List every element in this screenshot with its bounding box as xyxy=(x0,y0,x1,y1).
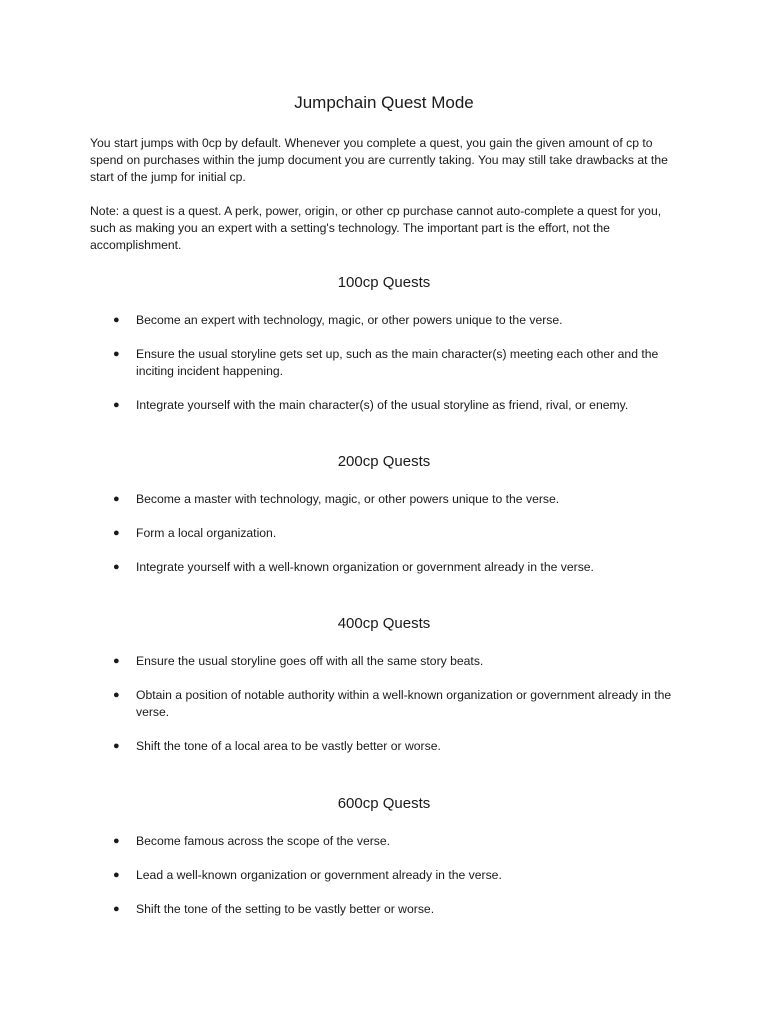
section-heading-100cp: 100cp Quests xyxy=(337,274,431,291)
quest-text: Become an expert with technology, magic, or other powers unique to the verse. xyxy=(136,313,563,327)
bullet-icon: ● xyxy=(113,561,120,573)
list-item xyxy=(0,559,768,576)
list-item xyxy=(0,738,768,755)
bullet-icon: ● xyxy=(113,348,120,360)
list-item xyxy=(0,397,768,414)
bullet-icon: ● xyxy=(113,835,120,847)
quest-text: Become famous across the scope of the verse. xyxy=(136,834,391,848)
quest-list-400cp xyxy=(0,653,768,772)
quest-list-600cp xyxy=(0,833,768,935)
section-heading-600cp: 600cp Quests xyxy=(337,795,431,812)
list-item xyxy=(0,491,768,508)
quest-text: Ensure the usual storyline gets set up, such as the main character(s) meeting each other and the inciting incident happening. xyxy=(136,347,659,378)
bullet-icon: ● xyxy=(113,314,120,326)
list-item xyxy=(0,346,768,380)
list-item xyxy=(0,525,768,542)
list-item xyxy=(0,901,768,918)
list-item xyxy=(0,653,768,670)
bullet-icon: ● xyxy=(113,869,120,881)
quest-list-200cp xyxy=(0,491,768,593)
list-item xyxy=(0,687,768,721)
list-item xyxy=(0,312,768,329)
section-heading-400cp: 400cp Quests xyxy=(337,615,431,632)
quest-text: Shift the tone of the setting to be vastly better or worse. xyxy=(136,902,435,916)
quest-text: Become a master with technology, magic, or other powers unique to the verse. xyxy=(136,492,560,506)
bullet-icon: ● xyxy=(113,655,120,667)
list-item xyxy=(0,867,768,884)
quest-text: Integrate yourself with the main character(s) of the usual storyline as friend, rival, or enemy. xyxy=(136,398,629,412)
bullet-icon: ● xyxy=(113,689,120,701)
note-paragraph: Note: a quest is a quest. A perk, power, origin, or other cp purchase cannot auto-complete a quest for you, such as making you an expert with a setting's technology. The important part is the effort, not the accomplishment. xyxy=(90,204,662,252)
bullet-icon: ● xyxy=(113,740,120,752)
bullet-icon: ● xyxy=(113,527,120,539)
bullet-icon: ● xyxy=(113,493,120,505)
quest-text: Obtain a position of notable authority within a well-known organization or government already in the verse. xyxy=(136,688,672,719)
list-item xyxy=(0,833,768,850)
document-title: Jumpchain Quest Mode xyxy=(294,93,474,112)
quest-text: Form a local organization. xyxy=(136,526,277,540)
quest-text: Integrate yourself with a well-known organization or government already in the verse. xyxy=(136,560,594,574)
quest-text: Ensure the usual storyline goes off with all the same story beats. xyxy=(136,654,484,668)
intro-paragraph: You start jumps with 0cp by default. Whenever you complete a quest, you gain the given amount of cp to spend on purchases within the jump document you are currently taking. You may still take drawbacks at the start of the jump for initial cp. xyxy=(90,136,668,184)
quest-text: Shift the tone of a local area to be vastly better or worse. xyxy=(136,739,441,753)
section-heading-200cp: 200cp Quests xyxy=(337,453,431,470)
bullet-icon: ● xyxy=(113,903,120,915)
quest-text: Lead a well-known organization or government already in the verse. xyxy=(136,868,502,882)
quest-list-100cp xyxy=(0,312,768,431)
bullet-icon: ● xyxy=(113,399,120,411)
